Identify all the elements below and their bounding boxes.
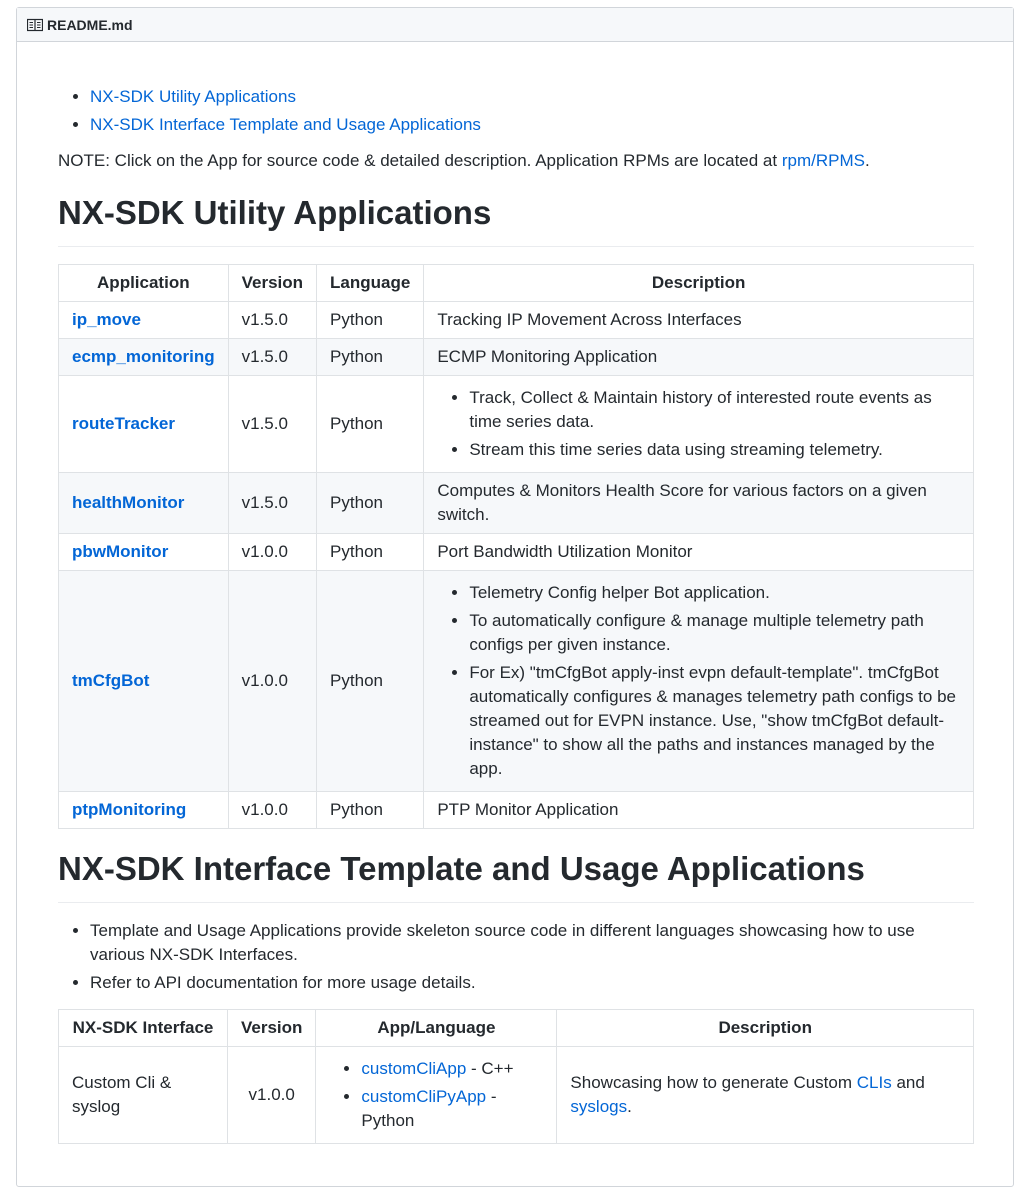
readme-header — [17, 8, 1013, 42]
list-item: • To automatically configure & manage multiple telemetry path configs per given instance. — [469, 609, 960, 657]
app-link-ecmp-monitoring[interactable]: ecmp_monitoring — [72, 347, 215, 366]
utility-heading: NX-SDK Utility Applications — [58, 193, 974, 247]
desc-prefix: Showcasing how to generate Custom — [570, 1073, 857, 1092]
desc-mid: and — [891, 1073, 925, 1092]
list-item — [361, 1085, 543, 1133]
description-list — [437, 581, 960, 781]
utility-table — [58, 264, 974, 829]
description-cell — [557, 1047, 974, 1144]
language-cell: Python — [317, 376, 424, 473]
table-row — [59, 376, 974, 473]
version-cell: v1.5.0 — [228, 473, 316, 534]
description-cell — [424, 376, 974, 473]
toc-item — [90, 85, 974, 109]
rpm-link[interactable]: rpm/RPMS — [781, 151, 865, 170]
book-icon — [27, 18, 43, 32]
app-cell — [59, 339, 229, 376]
note-text: NOTE: Click on the App for source code & detailed description. Application RPMs are located at — [58, 151, 782, 170]
desc-suffix: . — [627, 1097, 632, 1116]
col-header-interface: NX-SDK Interface — [59, 1010, 228, 1047]
readme-box — [16, 7, 1014, 1187]
readme-filename: README.md — [47, 16, 133, 33]
language-cell: Python — [317, 473, 424, 534]
app-link-tmcfgbot[interactable]: tmCfgBot — [72, 671, 150, 690]
list-item: • Telemetry Config helper Bot application. — [469, 581, 960, 605]
app-language-list — [329, 1057, 543, 1133]
table-header-row — [59, 265, 974, 302]
version-cell: v1.5.0 — [228, 376, 316, 473]
table-row — [59, 339, 974, 376]
description-cell: ECMP Monitoring Application — [424, 339, 974, 376]
app-cell — [59, 376, 229, 473]
col-header-version: Version — [228, 1010, 316, 1047]
description-list — [437, 386, 960, 462]
app-cell — [59, 534, 229, 571]
col-header-description: Description — [557, 1010, 974, 1047]
app-link-customcliapp[interactable]: customCliApp — [361, 1059, 467, 1078]
table-row — [59, 534, 974, 571]
version-cell: v1.5.0 — [228, 339, 316, 376]
app-cell — [59, 302, 229, 339]
app-language-cell — [316, 1047, 557, 1144]
description-cell — [424, 571, 974, 792]
interface-heading: NX-SDK Interface Template and Usage Applications — [58, 849, 974, 903]
list-item: • Stream this time series data using streaming telemetry. — [469, 438, 960, 462]
app-link-pbwmonitor[interactable]: pbwMonitor — [72, 542, 169, 561]
clis-link[interactable]: CLIs — [856, 1073, 892, 1092]
interface-intro-list — [58, 919, 974, 995]
table-row — [59, 302, 974, 339]
description-cell: Port Bandwidth Utilization Monitor — [424, 534, 974, 571]
table-row — [59, 571, 974, 792]
col-header-application: Application — [59, 265, 229, 302]
app-lang-text: - Python — [361, 1087, 497, 1130]
col-header-description: Description — [424, 265, 974, 302]
language-cell: Python — [317, 302, 424, 339]
app-cell — [59, 792, 229, 829]
list-item — [361, 1057, 543, 1081]
language-cell: Python — [317, 339, 424, 376]
note-paragraph — [58, 149, 974, 173]
list-item: • For Ex) "tmCfgBot apply-inst evpn default-template". tmCfgBot automatically configures & manages telemetry path configs to be streamed out for EVPN instance. Use, "show tmCfgBot default-instance" to show all the paths and instances managed by the app. — [469, 661, 960, 781]
app-link-ptpmonitoring[interactable]: ptpMonitoring — [72, 800, 187, 819]
toc-link-interface[interactable]: NX-SDK Interface Template and Usage Applications — [90, 115, 481, 134]
version-cell: v1.0.0 — [228, 792, 316, 829]
toc-item — [90, 113, 974, 137]
table-header-row — [59, 1010, 974, 1047]
table-row — [59, 1047, 974, 1144]
interface-cell: Custom Cli & syslog — [59, 1047, 228, 1144]
toc-link-utility[interactable]: NX-SDK Utility Applications — [90, 87, 296, 106]
syslogs-link[interactable]: syslogs — [570, 1097, 628, 1116]
app-cell — [59, 473, 229, 534]
app-link-ip-move[interactable]: ip_move — [72, 310, 141, 329]
interface-table — [58, 1009, 974, 1144]
table-row — [59, 473, 974, 534]
description-cell: Tracking IP Movement Across Interfaces — [424, 302, 974, 339]
note-suffix: . — [864, 151, 870, 170]
col-header-app-language: App/Language — [316, 1010, 557, 1047]
col-header-language: Language — [317, 265, 424, 302]
version-cell: v1.0.0 — [228, 1047, 316, 1144]
description-cell: Computes & Monitors Health Score for various factors on a given switch. — [424, 473, 974, 534]
col-header-version: Version — [228, 265, 316, 302]
table-of-contents — [58, 85, 974, 137]
version-cell: v1.5.0 — [228, 302, 316, 339]
version-cell: v1.0.0 — [228, 534, 316, 571]
readme-content — [58, 68, 974, 1144]
app-cell — [59, 571, 229, 792]
table-row — [59, 792, 974, 829]
description-cell: PTP Monitor Application — [424, 792, 974, 829]
list-item: • Template and Usage Applications provide skeleton source code in different languages showcasing how to use various NX-SDK Interfaces. — [90, 919, 974, 967]
app-link-healthmonitor[interactable]: healthMonitor — [72, 493, 185, 512]
language-cell: Python — [317, 534, 424, 571]
app-link-routetracker[interactable]: routeTracker — [72, 414, 175, 433]
app-link-customclipyapp[interactable]: customCliPyApp — [361, 1087, 487, 1106]
language-cell: Python — [317, 571, 424, 792]
list-item: • Refer to API documentation for more usage details. — [90, 971, 974, 995]
list-item: • Track, Collect & Maintain history of interested route events as time series data. — [469, 386, 960, 434]
app-lang-text: - C++ — [466, 1059, 514, 1078]
language-cell: Python — [317, 792, 424, 829]
version-cell: v1.0.0 — [228, 571, 316, 792]
